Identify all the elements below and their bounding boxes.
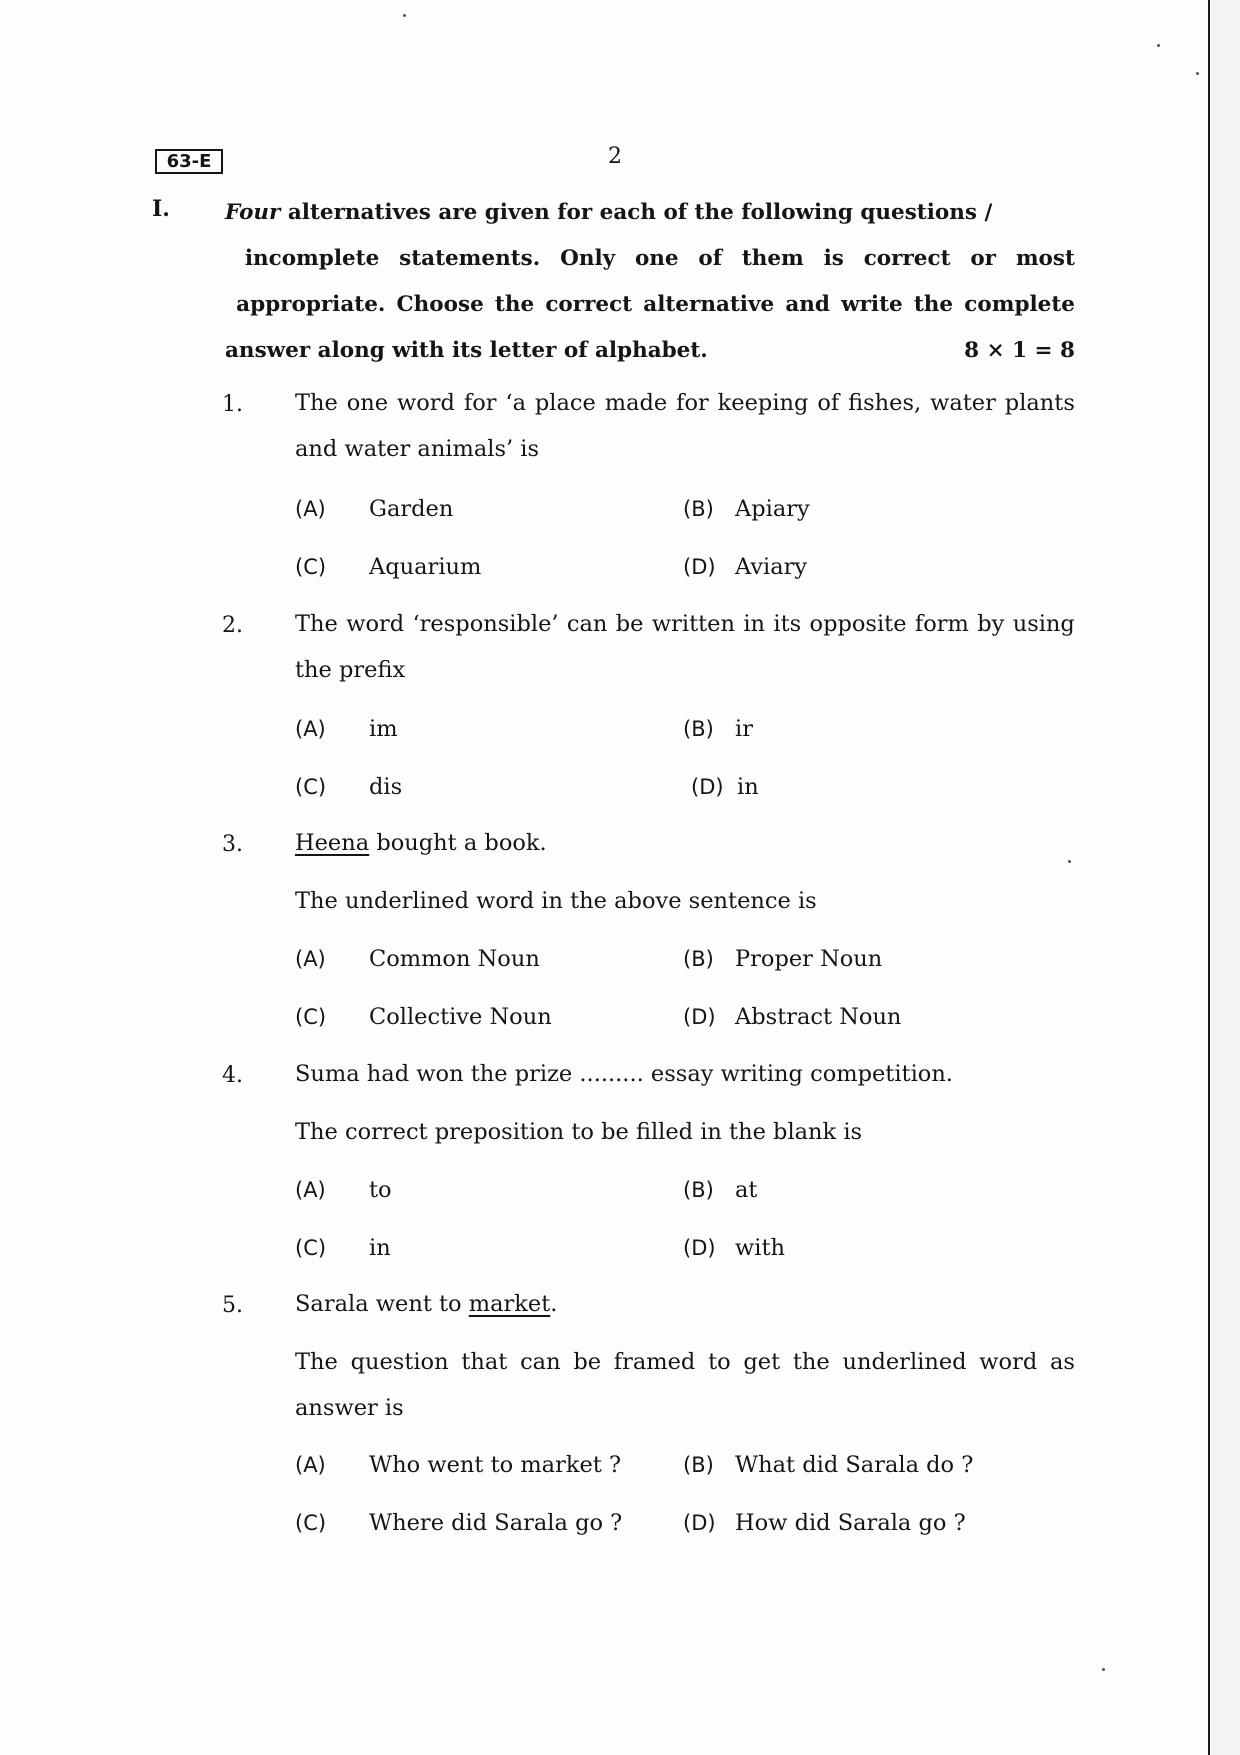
option-letter: (A) (295, 497, 326, 521)
word: most (1015, 246, 1075, 271)
word: plants (1004, 390, 1075, 416)
question-1-option-b[interactable] (683, 496, 810, 522)
question-5-line-1 (295, 1339, 1075, 1385)
question-2-option-a[interactable] (295, 716, 398, 742)
question-5-line-2: answer is (295, 1395, 404, 1421)
word: of (698, 246, 722, 271)
question-5-number: 5. (222, 1293, 243, 1318)
word: appropriate. (236, 292, 386, 317)
option-text: ir (735, 716, 753, 742)
section-marks: 8 × 1 = 8 (964, 338, 1075, 363)
option-letter: (A) (295, 947, 326, 971)
option-letter: (D) (683, 1236, 716, 1260)
question-4-number: 4. (222, 1063, 243, 1088)
option-text: Common Noun (369, 946, 540, 972)
word: be (573, 1349, 602, 1375)
question-5-option-d[interactable] (683, 1510, 966, 1536)
option-letter: (B) (683, 1178, 714, 1202)
option-text: Where did Sarala go ? (369, 1510, 623, 1536)
question-4-text: The correct preposition to be filled in the blank is (295, 1119, 863, 1145)
question-3-option-b[interactable] (683, 946, 882, 972)
option-text: dis (369, 774, 403, 800)
question-2-text (295, 601, 1075, 693)
instructions-line-2 (225, 236, 1075, 282)
question-3-option-d[interactable] (683, 1004, 901, 1030)
option-letter: (D) (683, 1005, 716, 1029)
option-letter: (B) (683, 947, 714, 971)
word: water (930, 390, 996, 416)
instructions-line-4 (225, 328, 1075, 374)
option-text: Abstract Noun (735, 1004, 902, 1030)
option-letter: (C) (295, 1236, 327, 1260)
option-text: Aviary (735, 554, 808, 580)
word: for (676, 390, 709, 416)
question-3-option-a[interactable] (295, 946, 540, 972)
word: correct (863, 246, 951, 271)
option-text: Garden (369, 496, 454, 522)
word: written (651, 611, 735, 637)
word: of (817, 390, 840, 416)
word: ‘a (505, 390, 526, 416)
option-letter: (D) (691, 775, 724, 799)
word: Choose (396, 292, 484, 317)
question-1-line-1 (295, 380, 1075, 426)
question-2-number: 2. (222, 613, 243, 638)
instructions-line-1 (225, 190, 1075, 236)
option-letter: (A) (295, 1453, 326, 1477)
option-letter: (D) (683, 1511, 716, 1535)
word: incomplete (244, 246, 380, 271)
option-text: Aquarium (369, 554, 482, 580)
word: keeping (717, 390, 809, 416)
option-letter: (B) (683, 497, 714, 521)
question-5-sentence-end: . (550, 1291, 558, 1317)
word: the (494, 292, 535, 317)
word: complete (964, 292, 1075, 317)
option-letter: (C) (295, 1005, 327, 1029)
question-1-option-a[interactable] (295, 496, 453, 522)
word: fishes, (848, 390, 922, 416)
option-text: to (369, 1177, 392, 1203)
word: the (913, 292, 954, 317)
question-5-text (295, 1339, 1075, 1431)
word: in (743, 611, 766, 637)
option-letter: (B) (683, 1453, 714, 1477)
option-text: Apiary (735, 496, 810, 522)
word: form (914, 611, 969, 637)
question-3-text: The underlined word in the above sentence is (295, 888, 817, 914)
word: correct (545, 292, 633, 317)
word: the (792, 1349, 830, 1375)
word: word (397, 390, 455, 416)
instructions-line-4-text: answer along with its letter of alphabet. (225, 338, 708, 363)
word: using (1012, 611, 1075, 637)
word: write (841, 292, 903, 317)
word: get (743, 1349, 781, 1375)
option-text: at (735, 1177, 758, 1203)
question-5-underlined-word: market (468, 1291, 551, 1317)
word: The (295, 611, 338, 637)
scan-speck (1102, 1668, 1105, 1671)
option-letter: (C) (295, 555, 327, 579)
word: for (463, 390, 497, 416)
question-2-line-1 (295, 601, 1075, 647)
word: statements. (399, 246, 541, 271)
question-1-line-2: and water animals’ is (295, 436, 540, 462)
option-text: Who went to market ? (369, 1452, 622, 1478)
word: made (604, 390, 668, 416)
word: question (350, 1349, 449, 1375)
question-1-option-d[interactable] (683, 554, 807, 580)
word: framed (613, 1349, 696, 1375)
word: one (346, 390, 389, 416)
option-text: in (369, 1235, 391, 1261)
option-letter: (A) (295, 1178, 326, 1202)
word: to (708, 1349, 731, 1375)
word: its (773, 611, 802, 637)
word: The (295, 390, 338, 416)
question-4-sentence: Suma had won the prize ......... essay writing competition. (295, 1061, 953, 1087)
word: opposite (809, 611, 907, 637)
question-3-number: 3. (222, 832, 243, 857)
word: can (566, 611, 608, 637)
question-3-underlined-word: Heena (295, 830, 370, 856)
question-4-option-c[interactable] (295, 1235, 391, 1261)
word: place (534, 390, 596, 416)
question-5-option-b[interactable] (683, 1452, 973, 1478)
question-1-number: 1. (222, 392, 243, 417)
word: be (615, 611, 644, 637)
question-3-sentence-rest: bought a book. (369, 830, 547, 856)
question-2-line-2: the prefix (295, 657, 406, 683)
word: and (785, 292, 830, 317)
word: Only (560, 246, 616, 271)
question-2-option-c[interactable] (295, 774, 402, 800)
question-5-option-a[interactable] (295, 1452, 621, 1478)
section-instructions (225, 190, 1075, 374)
word: word (979, 1349, 1038, 1375)
question-1-text (295, 380, 1075, 472)
word: can (520, 1349, 561, 1375)
question-2-option-b[interactable] (683, 716, 753, 742)
option-letter: (A) (295, 717, 326, 741)
scan-speck (403, 14, 406, 17)
question-4-option-b[interactable] (683, 1177, 757, 1203)
instructions-line-1-rest: alternatives are given for each of the following questions / (280, 200, 993, 225)
question-5-option-c[interactable] (295, 1510, 622, 1536)
question-2-option-d[interactable] (691, 774, 759, 800)
section-number: I. (152, 196, 170, 222)
word: alternative (643, 292, 775, 317)
question-3-option-c[interactable] (295, 1004, 552, 1030)
instructions-emphasis: Four (225, 200, 281, 225)
page-number: 2 (608, 144, 622, 169)
question-3-sentence (295, 820, 1075, 866)
word: as (1049, 1349, 1075, 1375)
option-letter: (C) (295, 775, 327, 799)
option-text: in (737, 774, 759, 800)
word: is (823, 246, 844, 271)
paper-code-box: 63-E (155, 149, 223, 174)
option-text: Collective Noun (369, 1004, 552, 1030)
question-4-option-d[interactable] (683, 1235, 785, 1261)
word: by (977, 611, 1005, 637)
question-4-option-a[interactable] (295, 1177, 392, 1203)
word: word (346, 611, 405, 637)
option-text: im (369, 716, 398, 742)
scan-speck (1157, 44, 1160, 47)
word: them (741, 246, 804, 271)
instructions-line-3 (225, 282, 1075, 328)
page-edge-shadow (1211, 0, 1240, 1755)
option-text: Proper Noun (735, 946, 883, 972)
question-5-sentence-start: Sarala went to (295, 1291, 469, 1317)
option-letter: (B) (683, 717, 714, 741)
question-5-sentence (295, 1281, 1075, 1327)
word: ‘responsible’ (412, 611, 559, 637)
question-1-option-c[interactable] (295, 554, 481, 580)
option-letter: (D) (683, 555, 716, 579)
instructions-line-1-text (225, 190, 992, 236)
scan-speck (1196, 72, 1199, 75)
option-letter: (C) (295, 1511, 327, 1535)
scan-speck (1068, 860, 1071, 863)
word: or (970, 246, 996, 271)
word: one (634, 246, 679, 271)
binding-edge-line (1208, 0, 1210, 1755)
word: underlined (842, 1349, 967, 1375)
option-text: with (735, 1235, 785, 1261)
word: The (295, 1349, 338, 1375)
word: that (461, 1349, 508, 1375)
option-text: How did Sarala go ? (735, 1510, 966, 1536)
option-text: What did Sarala do ? (735, 1452, 974, 1478)
